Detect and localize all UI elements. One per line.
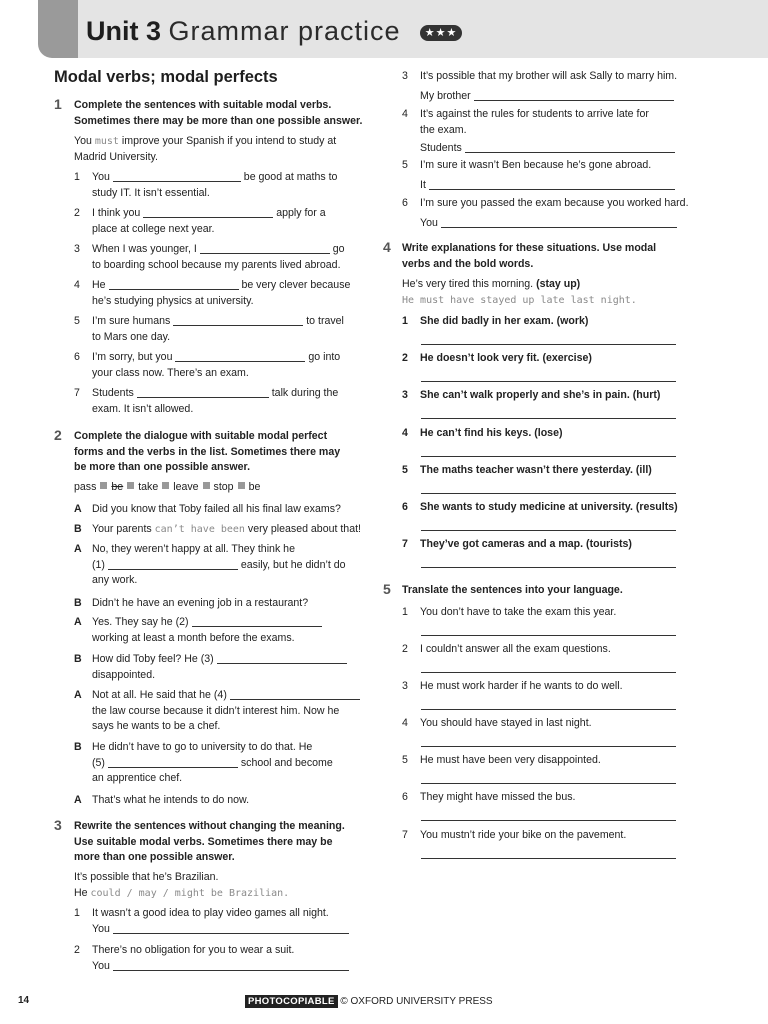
section-title: Modal verbs; modal perfects	[54, 68, 278, 86]
dialogue-line: A No, they weren’t happy at all. They think he (1) easily, but he didn’t do any work.	[74, 543, 346, 586]
answer-blank[interactable]	[108, 559, 238, 570]
exercise-5-instruction: Translate the sentences into your language.	[402, 584, 623, 596]
exercise-1-instruction: Complete the sentences with suitable modal verbs. Sometimes there may be more than one possible answer.	[74, 99, 363, 127]
answer-blank[interactable]	[465, 142, 675, 153]
exercise-3-item: 4 It’s against the rules for students to arrive late for the exam. Students	[402, 107, 675, 157]
word-list: pass be take leave stop be	[74, 481, 261, 493]
exercise-4-item: 7 They’ve got cameras and a map. (tourists)	[402, 538, 632, 550]
answer-blank[interactable]	[137, 387, 269, 398]
answer-line[interactable]	[421, 344, 676, 345]
answer-blank[interactable]	[217, 653, 347, 664]
exercise-5-item: 3 He must work harder if he wants to do well.	[402, 680, 623, 692]
answer-blank[interactable]	[441, 217, 677, 228]
exercise-4-item: 4 He can’t find his keys. (lose)	[402, 427, 563, 439]
answer-blank[interactable]	[113, 171, 241, 182]
answer-line[interactable]	[421, 456, 676, 457]
answer-line[interactable]	[421, 418, 676, 419]
exercise-5-item: 6 They might have missed the bus.	[402, 791, 576, 803]
answer-blank[interactable]	[113, 923, 349, 934]
exercise-3-item: 5 I’m sure it wasn’t Ben because he’s gone abroad. It	[402, 158, 675, 193]
answer-line[interactable]	[421, 858, 676, 859]
exercise-4-item: 2 He doesn’t look very fit. (exercise)	[402, 352, 592, 364]
answer-blank[interactable]	[192, 616, 322, 627]
answer-blank[interactable]	[143, 207, 273, 218]
exercise-5-item: 7 You mustn’t ride your bike on the pavement.	[402, 829, 627, 841]
exercise-1-number: 1	[54, 96, 62, 112]
answer-blank[interactable]	[113, 960, 349, 971]
exercise-3-item: 1 It wasn’t a good idea to play video games all night. You	[74, 906, 349, 937]
answer-blank[interactable]	[230, 689, 360, 700]
answer-line[interactable]	[421, 381, 676, 382]
answer-blank[interactable]	[109, 279, 239, 290]
exercise-1-item: 5 I’m sure humans to travel to Mars one day.	[74, 315, 344, 343]
exercise-1-item: 3 When I was younger, I go to boarding school because my parents lived abroad.	[74, 243, 345, 271]
photocopiable-badge: PHOTOCOPIABLE	[245, 995, 338, 1008]
page-number: 14	[18, 995, 30, 1006]
answer-line[interactable]	[421, 746, 676, 747]
dialogue-line: B How did Toby feel? He (3) disappointed.	[74, 652, 347, 683]
dialogue-line: A Not at all. He said that he (4) the law course because it didn’t interest him. Now he says he wants to be a chef.	[74, 688, 360, 735]
exercise-4-item: 1 She did badly in her exam. (work)	[402, 315, 589, 327]
exercise-2-instruction: Complete the dialogue with suitable modal perfect forms and the verbs in the list. Sometimes there may be more than one possible answer.	[74, 430, 341, 473]
answer-line[interactable]	[421, 672, 676, 673]
exercise-1-item: 1 You be good at maths to study IT. It isn’t essential.	[74, 171, 338, 199]
difficulty-badge: ★★★	[420, 25, 462, 41]
exercise-1-item: 4 He be very clever because he’s studying physics at university.	[74, 279, 351, 307]
header-tab	[38, 0, 78, 58]
exercise-4-item: 3 She can’t walk properly and she’s in pain. (hurt)	[402, 389, 661, 401]
exercise-5-item: 1 You don’t have to take the exam this year.	[402, 606, 617, 618]
exercise-4-example: He’s very tired this morning. (stay up) He must have stayed up late last night.	[402, 278, 637, 306]
title-label: Grammar practice	[168, 16, 401, 46]
answer-blank[interactable]	[474, 90, 674, 101]
exercise-4-number: 4	[383, 239, 391, 255]
exercise-1-example: You must improve your Spanish if you intend to study at Madrid University.	[74, 135, 337, 163]
page-title	[86, 14, 462, 48]
answer-line[interactable]	[421, 820, 676, 821]
dialogue-line: B Didn’t he have an evening job in a restaurant?	[74, 597, 309, 609]
exercise-5-item: 5 He must have been very disappointed.	[402, 754, 601, 766]
exercise-3-instruction: Rewrite the sentences without changing the meaning. Use suitable modal verbs. Sometimes there may be more than one possible answer.	[74, 820, 345, 863]
exercise-3-item: 2 There’s no obligation for you to wear a suit. You	[74, 943, 349, 974]
answer-line[interactable]	[421, 567, 676, 568]
dialogue-line: B He didn’t have to go to university to do that. He (5) school and become an apprentice chef.	[74, 741, 333, 784]
unit-label: Unit 3	[86, 16, 162, 46]
answer-line[interactable]	[421, 783, 676, 784]
exercise-5-item: 4 You should have stayed in last night.	[402, 717, 592, 729]
answer-blank[interactable]	[175, 351, 305, 362]
answer-blank[interactable]	[429, 179, 675, 190]
dialogue-line: A That’s what he intends to do now.	[74, 794, 250, 806]
answer-line[interactable]	[421, 635, 676, 636]
exercise-5-number: 5	[383, 581, 391, 597]
answer-line[interactable]	[421, 530, 676, 531]
publisher-label: © OXFORD UNIVERSITY PRESS	[340, 996, 493, 1007]
answer-blank[interactable]	[200, 243, 330, 254]
answer-blank[interactable]	[173, 315, 303, 326]
exercise-2-number: 2	[54, 427, 62, 443]
exercise-3-example: It’s possible that he’s Brazilian. He could / may / might be Brazilian.	[74, 871, 290, 899]
exercise-3-number: 3	[54, 817, 62, 833]
exercise-1-item: 2 I think you apply for a place at college next year.	[74, 207, 326, 235]
answer-line[interactable]	[421, 709, 676, 710]
exercise-4-instruction: Write explanations for these situations. Use modal verbs and the bold words.	[402, 242, 657, 270]
exercise-4-item: 6 She wants to study medicine at university. (results)	[402, 501, 678, 513]
dialogue-line: B Your parents can’t have been very pleased about that!	[74, 523, 361, 535]
exercise-1-item: 7 Students talk during the exam. It isn’t allowed.	[74, 387, 339, 415]
exercise-1-item: 6 I’m sorry, but you go into your class now. There’s an exam.	[74, 351, 341, 379]
exercise-3-item: 6 I’m sure you passed the exam because you worked hard. You	[402, 197, 689, 229]
answer-blank[interactable]	[108, 757, 238, 768]
answer-line[interactable]	[421, 493, 676, 494]
dialogue-line: A Yes. They say he (2) working at least a month before the exams.	[74, 615, 322, 646]
exercise-4-item: 5 The maths teacher wasn’t there yesterday. (ill)	[402, 464, 652, 476]
exercise-5-item: 2 I couldn’t answer all the exam questions.	[402, 643, 611, 655]
dialogue-line: A Did you know that Toby failed all his final law exams?	[74, 503, 341, 515]
footer-credit	[245, 995, 493, 1008]
exercise-3-item: 3 It’s possible that my brother will ask Sally to marry him. My brother	[402, 70, 678, 102]
